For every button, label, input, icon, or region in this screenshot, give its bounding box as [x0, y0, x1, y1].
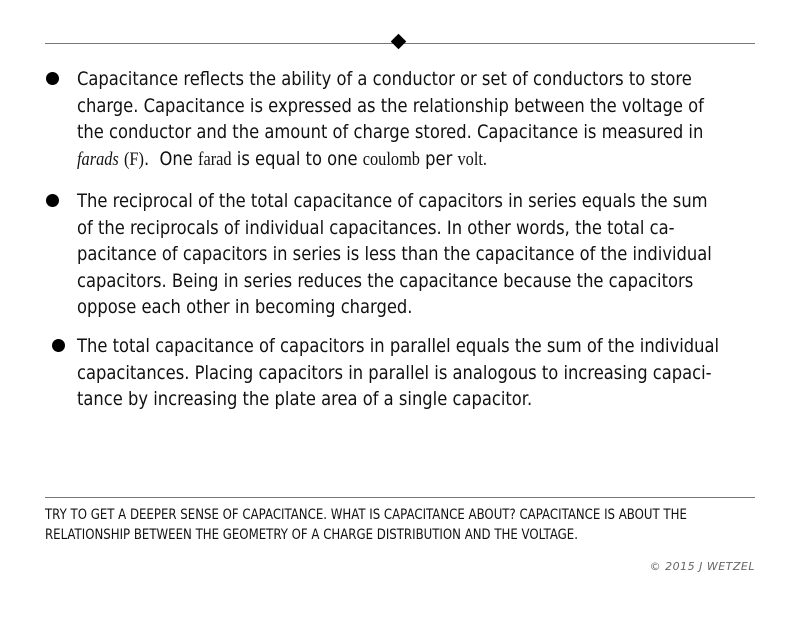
footer-divider	[45, 497, 755, 498]
bullet-icon	[46, 72, 59, 85]
coulomb-unit: coulomb	[362, 148, 420, 170]
bullet-icon	[46, 194, 59, 207]
text-line: oppose each other in becoming charged.	[77, 296, 413, 318]
bullet-paragraph-2	[77, 188, 800, 321]
text-line: The total capacitance of capacitors in parallel equals the sum of the individual	[77, 335, 720, 357]
text-line: pacitance of capacitors in series is less than the capacitance of the individual	[77, 243, 712, 265]
footer-line: RELATIONSHIP BETWEEN THE GEOMETRY OF A CHARGE DISTRIBUTION AND THE VOLTAGE.	[45, 527, 578, 543]
text-line: tance by increasing the plate area of a single capacitor.	[77, 388, 533, 410]
farads-term: farads	[77, 148, 119, 170]
bullet-paragraph-1	[77, 66, 800, 172]
footer-line: TRY TO GET A DEEPER SENSE OF CAPACITANCE. WHAT IS CAPACITANCE ABOUT? CAPACITANCE IS ABOUT THE	[45, 507, 687, 523]
volt-unit: volt.	[457, 148, 487, 170]
text-segment: per	[419, 147, 458, 170]
text-line: The reciprocal of the total capacitance of capacitors in series equals the sum	[77, 190, 708, 212]
text-line: capacitors. Being in series reduces the capacitance because the capacitors	[77, 269, 694, 292]
diamond-ornament-icon	[391, 34, 407, 50]
text-line: charge. Capacitance is expressed as the relationship between the voltage of	[77, 94, 704, 117]
bullet-paragraph-3	[77, 333, 800, 413]
farad-unit: farad	[198, 148, 232, 170]
text-line: of the reciprocals of individual capacitances. In other words, the total ca-	[77, 216, 675, 239]
bullet-icon	[52, 339, 65, 352]
footer-note	[45, 505, 800, 545]
farad-symbol: (F)	[123, 148, 144, 170]
text-line: Capacitance reflects the ability of a conductor or set of conductors to store	[77, 68, 692, 90]
text-segment: . One	[143, 147, 199, 170]
copyright: © 2015 J WETZEL	[649, 560, 755, 573]
text-line	[77, 146, 704, 173]
text-segment: is equal to one	[231, 147, 363, 170]
text-line: capacitances. Placing capacitors in parallel is analogous to increasing capaci-	[77, 361, 712, 384]
text-line: the conductor and the amount of charge stored. Capacitance is measured in	[77, 121, 704, 143]
